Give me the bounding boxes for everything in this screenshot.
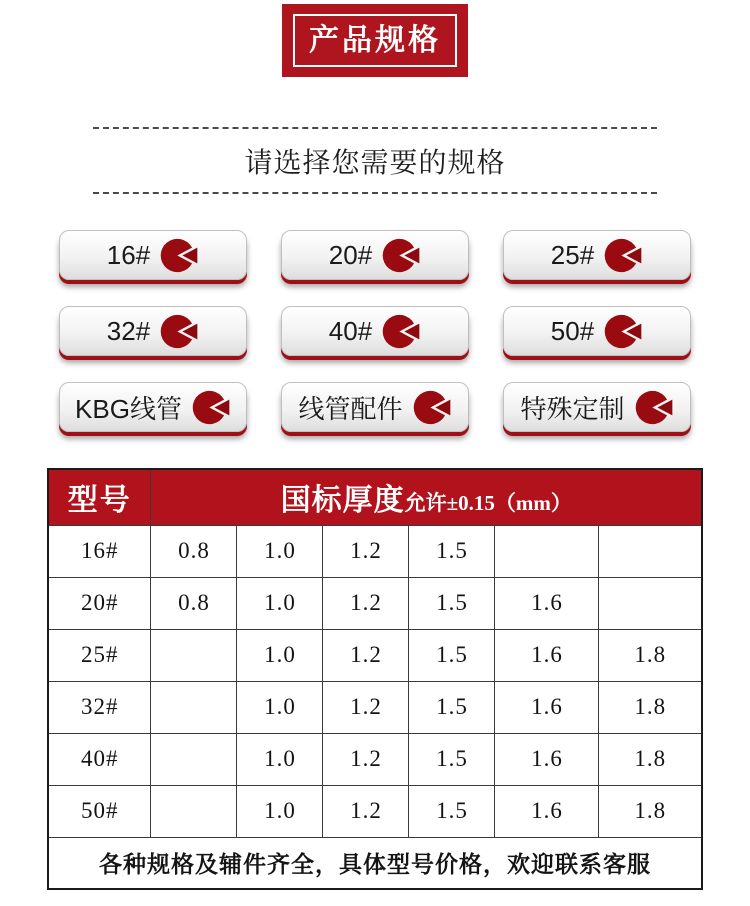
- spec-button-16[interactable]: [59, 230, 247, 280]
- thickness-cell: 1.5: [409, 785, 495, 837]
- thickness-cell: 1.0: [237, 577, 323, 629]
- thickness-cell: 1.5: [409, 525, 495, 577]
- thickness-cell: [151, 785, 237, 837]
- spec-button-label: 16#: [106, 239, 151, 270]
- thickness-cell: 1.6: [495, 785, 599, 837]
- red-pie-click-icon: [159, 237, 199, 274]
- spec-button-fittings[interactable]: [281, 382, 469, 432]
- table-header-row: [48, 469, 702, 525]
- thickness-cell: [599, 525, 702, 577]
- thickness-cell: 1.2: [323, 577, 409, 629]
- table-row: [48, 525, 702, 577]
- thickness-cell: [151, 629, 237, 681]
- spec-buttons-grid: [59, 230, 691, 432]
- header-thickness-note: 允许±0.15（mm）: [404, 491, 572, 516]
- table-footer-row: [48, 837, 702, 889]
- thickness-cell: 1.0: [237, 785, 323, 837]
- thickness-cell: 1.2: [323, 681, 409, 733]
- thickness-cell: 1.6: [495, 577, 599, 629]
- thickness-cell: 1.8: [599, 733, 702, 785]
- thickness-cell: [495, 525, 599, 577]
- divider-bottom: [93, 192, 657, 194]
- thickness-cell: 1.5: [409, 629, 495, 681]
- spec-button-label: 20#: [328, 239, 373, 270]
- table-row: [48, 681, 702, 733]
- red-pie-click-icon: [603, 313, 643, 350]
- thickness-cell: 1.6: [495, 733, 599, 785]
- thickness-cell: 1.6: [495, 681, 599, 733]
- spec-button-label: 25#: [550, 239, 595, 270]
- banner-wrap: [0, 0, 750, 77]
- thickness-cell: 1.5: [409, 733, 495, 785]
- spec-button-label: 50#: [550, 315, 595, 346]
- spec-button-custom[interactable]: [503, 382, 691, 432]
- thickness-cell: 0.8: [151, 525, 237, 577]
- spec-button-20[interactable]: [281, 230, 469, 280]
- red-pie-click-icon: [381, 313, 421, 350]
- red-pie-click-icon: [603, 237, 643, 274]
- spec-button-label: 32#: [106, 315, 151, 346]
- spec-table: [47, 468, 703, 890]
- thickness-cell: 1.0: [237, 629, 323, 681]
- model-cell: 50#: [48, 785, 151, 837]
- thickness-cell: 1.6: [495, 629, 599, 681]
- chooser-head: [93, 127, 657, 194]
- red-pie-click-icon: [412, 389, 452, 426]
- model-cell: 20#: [48, 577, 151, 629]
- model-cell: 40#: [48, 733, 151, 785]
- thickness-cell: 1.0: [237, 733, 323, 785]
- header-model: 型号: [48, 469, 151, 525]
- red-pie-click-icon: [159, 313, 199, 350]
- thickness-cell: 1.2: [323, 629, 409, 681]
- header-thickness: [151, 469, 702, 525]
- spec-button-32[interactable]: [59, 306, 247, 356]
- spec-button-row-2: [59, 306, 691, 356]
- spec-button-25[interactable]: [503, 230, 691, 280]
- subtitle: 请选择您需要的规格: [244, 147, 506, 178]
- spec-button-label: 线管配件: [298, 393, 403, 424]
- header-thickness-title: 国标厚度: [280, 484, 405, 518]
- banner-inner-frame: [293, 14, 457, 67]
- table-row: [48, 785, 702, 837]
- thickness-cell: 0.8: [151, 577, 237, 629]
- contact-note: 各种规格及辅件齐全，具体型号价格，欢迎联系客服: [48, 837, 702, 889]
- table-row: [48, 733, 702, 785]
- spec-button-label: 40#: [328, 315, 373, 346]
- thickness-cell: [151, 733, 237, 785]
- page-title: 产品规格: [309, 23, 441, 57]
- red-pie-click-icon: [381, 237, 421, 274]
- table-row: [48, 629, 702, 681]
- model-cell: 32#: [48, 681, 151, 733]
- page-title-banner: [282, 4, 468, 77]
- model-cell: 25#: [48, 629, 151, 681]
- thickness-cell: 1.0: [237, 681, 323, 733]
- thickness-cell: 1.8: [599, 681, 702, 733]
- thickness-cell: 1.0: [237, 525, 323, 577]
- model-cell: 16#: [48, 525, 151, 577]
- spec-button-40[interactable]: [281, 306, 469, 356]
- thickness-cell: 1.8: [599, 629, 702, 681]
- thickness-cell: [599, 577, 702, 629]
- thickness-cell: 1.2: [323, 525, 409, 577]
- thickness-cell: 1.2: [323, 733, 409, 785]
- thickness-cell: [151, 681, 237, 733]
- spec-button-50[interactable]: [503, 306, 691, 356]
- red-pie-click-icon: [634, 389, 674, 426]
- spec-button-row-3: [59, 382, 691, 432]
- red-pie-click-icon: [191, 389, 231, 426]
- spec-button-kbg-conduit[interactable]: [59, 382, 247, 432]
- spec-button-row-1: [59, 230, 691, 280]
- thickness-cell: 1.2: [323, 785, 409, 837]
- spec-button-label: KBG线管: [75, 393, 182, 424]
- table-row: [48, 577, 702, 629]
- thickness-cell: 1.8: [599, 785, 702, 837]
- thickness-cell: 1.5: [409, 681, 495, 733]
- thickness-cell: 1.5: [409, 577, 495, 629]
- spec-button-label: 特殊定制: [520, 393, 625, 424]
